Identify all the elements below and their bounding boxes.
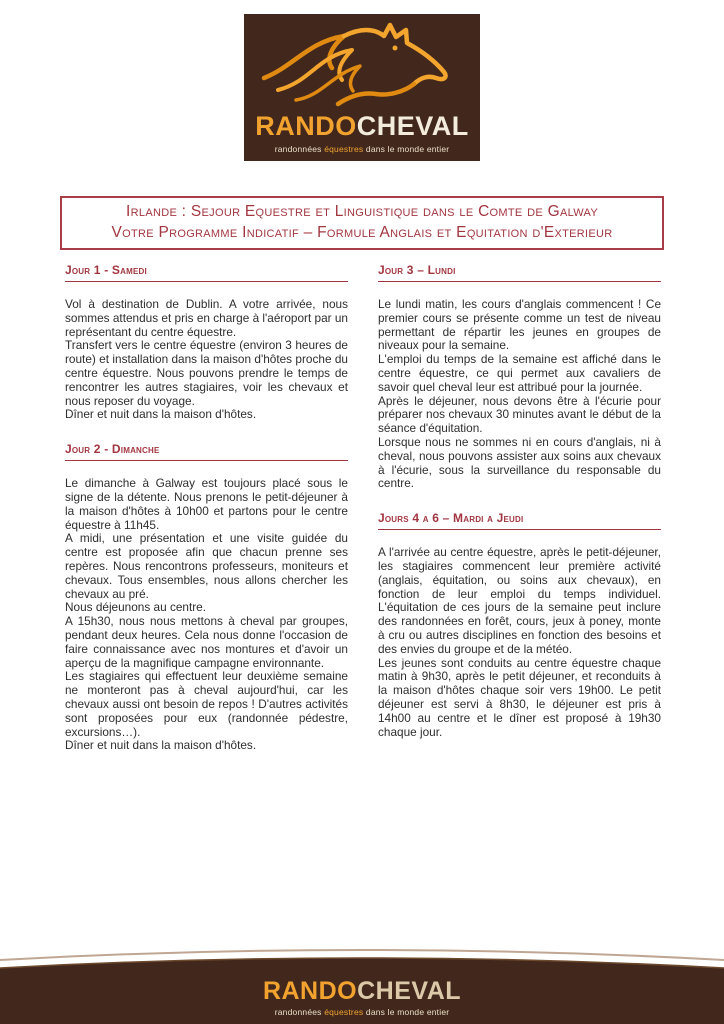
paragraph: Vol à destination de Dublin. A votre arrivée, nous sommes attendus et pris en charge à l'aéroport par un représentant du centre équestre. <box>65 297 348 339</box>
tagline-pre: randonnées <box>274 144 322 154</box>
day-heading: Jour 1 - Samedi <box>65 263 348 282</box>
day-heading: Jours 4 a 6 – Mardi a Jeudi <box>378 511 661 530</box>
document-subtitle: Votre Programme Indicatif – Formule Anglais et Equitation d'Exterieur <box>111 224 613 241</box>
brand-cheval: CHEVAL <box>357 977 462 1005</box>
paragraph: L'emploi du temps de la semaine est affiché dans le centre équestre, ce qui permet aux cavaliers de savoir quel cheval leur est attribué pour la journée. <box>378 352 661 394</box>
paragraph: Nous déjeunons au centre. <box>65 600 207 615</box>
paragraph: Dîner et nuit dans la maison d'hôtes. <box>65 738 257 753</box>
paragraph: A l'arrivée au centre équestre, après le petit-déjeuner, les stagiaires commencent leur première activité (anglais, équitation, ou soins aux chevaux), en fonction de leur emploi du temps individuel. L'équitation de ces jours de la semaine peut inclure des randonnées en forêt, cours, jeux à poney, monte à cru ou autres disciplines en fonction des besoins et des envies du groupe et de la météo. <box>378 545 661 656</box>
horse-icon <box>254 18 470 110</box>
day-heading: Jour 2 - Dimanche <box>65 442 348 461</box>
header-logo <box>244 14 480 161</box>
brand-tagline <box>0 1007 724 1017</box>
brand-rando: RANDO <box>255 111 357 141</box>
paragraph: Les jeunes sont conduits au centre équestre chaque matin à 9h30, après le petit déjeuner, et reconduits à la maison d'hôtes chaque soir vers 19h00. Le petit déjeuner est servi à 8h30, le déjeuner est pris à 14h00 au centre et le dîner est proposé à 19h30 chaque jour. <box>378 655 661 739</box>
left-column <box>65 263 348 753</box>
footer-logo <box>0 979 724 1017</box>
tagline-accent: équestres <box>324 1007 364 1017</box>
tagline-post: dans le monde entier <box>365 144 450 154</box>
section-jour-3 <box>378 263 661 491</box>
document-title: Irlande : Sejour Equestre et Linguistique dans le Comte de Galway <box>126 203 598 220</box>
brand-wordmark <box>0 979 724 1004</box>
brand-tagline <box>275 144 450 154</box>
right-column <box>378 263 661 753</box>
brand-cheval: CHEVAL <box>356 111 469 141</box>
section-jour-1 <box>65 263 348 422</box>
section-jour-2 <box>65 442 348 753</box>
day-heading: Jour 3 – Lundi <box>378 263 661 282</box>
brand-wordmark <box>255 113 469 140</box>
paragraph: Lorsque nous ne sommes ni en cours d'anglais, ni à cheval, nous pouvons assister aux soins aux chevaux à l'écurie, sous la surveillance du responsable du centre. <box>378 434 661 491</box>
page-footer <box>0 948 724 1024</box>
title-banner <box>60 196 664 250</box>
brand-rando: RANDO <box>262 977 358 1005</box>
paragraph: Le lundi matin, les cours d'anglais commencent ! Ce premier cours se présente comme un test de niveau permettant de répartir les jeunes en groupes de niveaux pour la semaine. <box>378 297 661 353</box>
paragraph: Dîner et nuit dans la maison d'hôtes. <box>65 407 257 422</box>
tagline-post: dans le monde entier <box>365 1007 450 1017</box>
tagline-pre: randonnées <box>274 1007 322 1017</box>
paragraph: Le dimanche à Galway est toujours placé sous le signe de la détente. Nous prenons le petit-déjeuner à la maison d'hôtes à 10h00 et partons pour le centre équestre à 11h45. <box>65 476 348 532</box>
program-columns <box>65 263 661 753</box>
tagline-accent: équestres <box>324 144 364 154</box>
paragraph: A 15h30, nous nous mettons à cheval par groupes, pendant deux heures. Cela nous donne l'occasion de faire connaissance avec nos montures et d'avoir un aperçu de la magnifique campagne environnante. <box>65 614 348 670</box>
paragraph: Les stagiaires qui effectuent leur deuxième semaine ne monteront pas à cheval aujourd'hui, car les chevaux aussi ont besoin de repos ! D'autres activités sont proposées pour eux (randonnée pédestre, excursions…). <box>65 669 348 739</box>
section-jours-4-a-6 <box>378 511 661 739</box>
paragraph: A midi, une présentation et une visite guidée du centre est proposée afin que chacun prenne ses repères. Nous rencontrons professeurs, moniteurs et chevaux. Tous ensembles, nous allons chercher les chevaux au pré. <box>65 531 348 601</box>
paragraph: Transfert vers le centre équestre (environ 3 heures de route) et installation dans la maison d'hôtes proche du centre équestre. Nous pouvons prendre le temps de rencontrer les autres stagiaires, voir les chevaux et nous reposer du voyage. <box>65 338 348 408</box>
paragraph: Après le déjeuner, nous devons être à l'écurie pour préparer nos chevaux 30 minutes avant le début de la séance d'équitation. <box>378 393 661 436</box>
